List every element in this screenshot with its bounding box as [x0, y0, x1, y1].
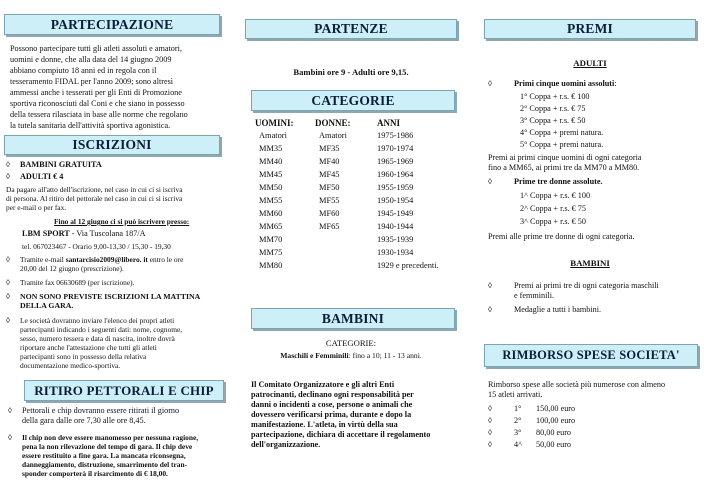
donne-prize: 3^ Coppa + r.s. € 50	[520, 217, 586, 226]
cat-anni-cell: 1970-1974	[377, 144, 414, 153]
bambini-header	[251, 308, 455, 329]
donne-note: Premi alle prime tre donne di ogni categoria.	[488, 232, 635, 241]
uomini-heading-text: Primi cinque uomini assoluti	[514, 79, 615, 88]
comitato-line: patrocinanti, declinano ogni responsabilità per	[251, 390, 414, 399]
cat-uomini-cell: MM70	[259, 235, 283, 244]
bullet-icon: ◊	[488, 440, 492, 449]
cat-uomini-cell: MM80	[259, 261, 283, 270]
adulti-price: ADULTI € 4	[20, 172, 64, 181]
societa-line: partecipanti indicando i seguenti dati: nome, cognome,	[20, 325, 183, 334]
cat-uomini-cell: MM50	[259, 183, 283, 192]
cat-anni-cell: 1935-1939	[377, 235, 414, 244]
bambini-title: BAMBINI	[321, 311, 385, 326]
rimborso-amount: 100,00 euro	[536, 416, 576, 425]
cat-donne-cell: MF65	[319, 222, 340, 231]
email-line	[20, 255, 183, 264]
bullet-icon: ◊	[8, 406, 12, 415]
rimborso-intro: 15 atleti arrivati.	[488, 390, 543, 399]
partecipazione-title: PARTECIPAZIONE	[50, 17, 174, 32]
premi-title: PREMI	[567, 21, 613, 36]
bambini-prize-line: Medaglie a tutti i bambini.	[514, 305, 602, 314]
uomini-prize: 1° Coppa + r.s. € 100	[520, 92, 590, 101]
fax-line: Tramite fax 06630689 (per iscrizione).	[20, 278, 135, 287]
cat-anni-cell: 1955-1959	[377, 183, 414, 192]
partecipazione-line: la tutela sanitaria dell'attività sportiva agonistica.	[10, 121, 171, 130]
cat-donne-cell: MF55	[319, 196, 340, 205]
partenze-text: Bambini ore 9 - Adulti ore 9,15.	[293, 67, 409, 77]
uomini-prize: 2° Coppa + r.s. € 75	[520, 104, 586, 113]
bullet-icon: ◊	[6, 316, 10, 325]
bambini-mf: Maschili e Femminili	[280, 351, 349, 360]
rimborso-place: 3°	[514, 428, 522, 437]
cat-uomini-cell: MM40	[259, 157, 283, 166]
premi-adulti: ADULTI	[573, 58, 607, 68]
col-header-donne: DONNE:	[315, 118, 351, 128]
bullet-icon: ◊	[488, 416, 492, 425]
bullet-icon: ◊	[6, 278, 10, 287]
partecipazione-line: tesseramento FIDAL per l'anno 2009; sono altresì	[10, 77, 174, 86]
cat-donne-cell: MF45	[319, 170, 340, 179]
premi-cat-note: Premi ai primi cinque uomini di ogni categoria	[488, 153, 642, 162]
donne-heading: Prime tre donne assolute.	[514, 177, 603, 186]
bullet-icon: ◊	[488, 177, 492, 186]
bullet-icon: ◊	[488, 79, 492, 88]
cat-uomini-cell: MM35	[259, 144, 283, 153]
donne-prize: 1^ Coppa + r.s. € 100	[520, 191, 591, 200]
col-header-uomini: UOMINI:	[255, 118, 294, 128]
partecipazione-line: della tessera rilasciata in base alle norme che regolano	[10, 110, 188, 119]
donne-prize: 2^ Coppa + r.s. € 75	[520, 204, 586, 213]
cat-donne-cell: MF60	[319, 209, 340, 218]
ritiro-header	[24, 380, 224, 401]
rimborso-amount: 50,00 euro	[536, 440, 572, 449]
premi-header	[484, 19, 696, 39]
bullet-icon: ◊	[6, 292, 10, 301]
bullet-icon: ◊	[488, 428, 492, 437]
chip-line: pena la non rilevazione del tempo di gara. Il chip deve	[22, 442, 193, 451]
premi-bambini: BAMBINI	[570, 258, 610, 268]
email-line-2: 20,00 del 12 giugno (prescrizione).	[20, 264, 124, 273]
partenze-header	[245, 19, 457, 39]
bambini-mf-tail: : fino a 10; 11 - 13 anni.	[348, 351, 422, 360]
bambini-prize-line: e femminili.	[514, 291, 555, 300]
uomini-heading	[514, 79, 617, 89]
rimborso-place: 2°	[514, 416, 522, 425]
cat-uomini-cell: MM60	[259, 209, 283, 218]
rimborso-amount: 150,00 euro	[536, 404, 576, 413]
uomini-prize: 4° Coppa + premi natura.	[520, 128, 604, 137]
email-link[interactable]: santarcisio2009@libero. it	[65, 255, 148, 264]
ritiro-line: Pettorali e chip dovranno essere ritirati il giorno	[22, 406, 180, 415]
cat-anni-cell: 1950-1954	[377, 196, 414, 205]
partenze-title: PARTENZE	[314, 21, 388, 36]
comitato-line: Il Comitato Organizzatore e gli altri Enti	[251, 380, 395, 389]
bullet-icon: ◊	[6, 255, 10, 264]
cat-anni-cell: 1960-1964	[377, 170, 414, 179]
rimborso-intro: Rimborso spese alle società più numerose con almeno	[488, 380, 666, 389]
bambini-prize-line: Premi ai primi tre di ogni categoria maschili	[514, 281, 659, 290]
cat-anni-cell: 1975-1986	[377, 131, 414, 140]
cat-anni-cell: 1940-1944	[377, 222, 414, 231]
lbm-sport-address	[22, 229, 146, 239]
cat-donne-cell: MF40	[319, 157, 340, 166]
societa-line: partecipanti sono in possesso della relativa	[20, 352, 147, 361]
societa-line: Le società dovranno inviare l'elenco dei propri atleti	[20, 316, 175, 325]
cat-uomini-cell: MM65	[259, 222, 283, 231]
lbm-tel: tel. 067023467 - Orario 9,00-13,30 / 15,30 - 19,30	[22, 242, 171, 251]
cat-uomini-cell: MM55	[259, 196, 283, 205]
cat-anni-cell: 1965-1969	[377, 157, 414, 166]
chip-line: Il chip non deve essere manomesso per nessuna ragione,	[22, 433, 199, 442]
cat-uomini-cell: MM45	[259, 170, 283, 179]
uomini-prize: 3° Coppa + r.s. € 50	[520, 116, 586, 125]
partecipazione-line: sportiva riconosciuti dal Coni e che siano in possesso	[10, 99, 185, 108]
no-iscrizioni-line: NON SONO PREVISTE ISCRIZIONI LA MATTINA	[20, 292, 201, 301]
ritiro-title: RITIRO PETTORALI E CHIP	[34, 383, 214, 398]
cat-anni-cell: 1929 e precedenti.	[377, 261, 439, 270]
chip-line: sponder comporterà il risarcimento di € 18,00.	[22, 469, 168, 478]
rimborso-header	[484, 344, 698, 367]
bullet-icon: ◊	[6, 172, 10, 181]
chip-line: essere restituito a fine gara. La mancata riconsegna,	[22, 451, 186, 460]
fino-al-12-giugno: Fino al 12 giugno ci si può iscrivere presso:	[54, 217, 190, 226]
pay-line: di persona. Al ritiro del pettorale nel caso in cui ci si iscriva	[6, 194, 183, 203]
bullet-icon: ◊	[488, 281, 492, 290]
bullet-icon: ◊	[8, 433, 12, 442]
comitato-line: manifestazione. L'atleta, in virtù della sua	[251, 420, 398, 429]
cat-anni-cell: 1945-1949	[377, 209, 414, 218]
bullet-icon: ◊	[488, 404, 492, 413]
iscrizioni-title: ISCRIZIONI	[72, 137, 152, 152]
pay-line: per e-mail o per fax.	[6, 203, 67, 212]
bullet-icon: ◊	[6, 160, 10, 169]
chip-line: danneggiamento, distruzione, smarrimento del tran-	[22, 460, 188, 469]
rimborso-amount: 80,00 euro	[536, 428, 572, 437]
email-post: entro le ore	[147, 255, 184, 264]
partecipazione-line: abbiano compiuto 18 anni ed in regola con il	[10, 66, 157, 75]
partecipazione-header	[4, 14, 220, 35]
premi-cat-note: fino a MM65, ai primi tre da MM70 a MM80.	[488, 163, 640, 172]
bullet-icon: ◊	[488, 305, 492, 314]
cat-donne-cell: MF50	[319, 183, 340, 192]
bambini-categorie-text	[245, 351, 457, 361]
partecipazione-line: Possono partecipare tutti gli atleti assoluti e amatori,	[10, 44, 182, 53]
bambini-categorie-label: CATEGORIE:	[325, 338, 377, 348]
rimborso-title: RIMBORSO SPESE SOCIETA'	[502, 348, 680, 362]
partecipazione-line: uomini e donne, che alla data del 14 giugno 2009	[10, 55, 172, 64]
cat-uomini-cell: MM75	[259, 248, 283, 257]
categorie-header	[251, 90, 455, 111]
societa-line: riportare anche l'attestazione che tutti gli atleti	[20, 343, 157, 352]
lbm-name: LBM SPORT	[22, 229, 70, 238]
ritiro-line: della gara dalle ore 7,30 alle ore 8,45.	[22, 416, 146, 425]
rimborso-place: 1°	[514, 404, 522, 413]
rimborso-place: 4^	[514, 440, 522, 449]
cat-anni-cell: 1930-1934	[377, 248, 414, 257]
col-header-anni: ANNI	[377, 118, 401, 128]
societa-line: documentazione medico-sportiva.	[20, 361, 121, 370]
partecipazione-line: ammessi anche i tesserati per gli Enti di Promozione	[10, 88, 182, 97]
cat-donne-cell: MF35	[319, 144, 340, 153]
lbm-addr: - Via Tuscolana 187/A	[69, 229, 146, 238]
bambini-gratuita: BAMBINI GRATUITA	[20, 160, 102, 169]
societa-line: sesso, numero tessera e data di nascita, inoltre dovrà	[20, 334, 175, 343]
categorie-title: CATEGORIE	[311, 93, 395, 108]
email-pre: Tramite e-mail	[20, 255, 66, 264]
uomini-heading-tail: :	[614, 79, 617, 88]
iscrizioni-header	[4, 135, 220, 155]
uomini-prize: 5° Coppa + premi natura.	[520, 140, 604, 149]
cat-donne-cell: Amatori	[319, 131, 347, 140]
comitato-line: dovessero verificarsi prima, durante e dopo la	[251, 410, 412, 419]
cat-uomini-cell: Amatori	[259, 131, 287, 140]
pay-line: Da pagare all'atto dell'iscrizione, nel caso in cui ci si iscriva	[6, 185, 183, 194]
comitato-line: partecipazione, dichiara di accettare il regolamento	[251, 430, 431, 439]
no-iscrizioni-line: DELLA GARA.	[20, 301, 74, 310]
comitato-line: danni o incidenti a cose, persone o animali che	[251, 400, 413, 409]
comitato-line: dell'organizzazione.	[251, 440, 321, 449]
